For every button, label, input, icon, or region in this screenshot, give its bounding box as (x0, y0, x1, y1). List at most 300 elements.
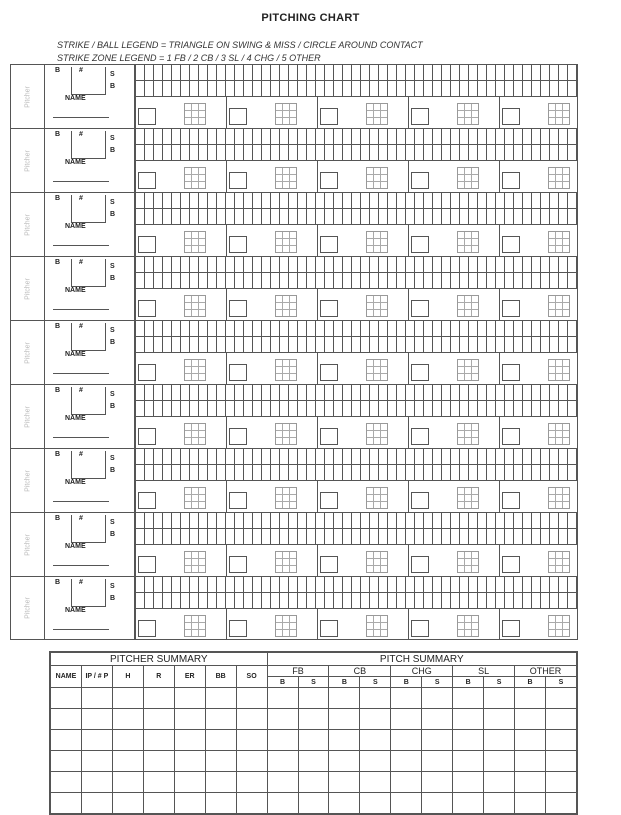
number-box[interactable] (71, 195, 106, 223)
zone-small-box (320, 236, 338, 253)
pitcher-side-label: Pitcher (11, 193, 45, 256)
zone-small-box (411, 300, 429, 317)
pitcher-side-label: Pitcher (11, 129, 45, 192)
summary-cell[interactable] (422, 772, 453, 793)
summary-cell[interactable] (329, 751, 360, 772)
strike-zone-grid (548, 359, 570, 381)
zone-row (135, 161, 577, 192)
number-label: # (79, 259, 83, 266)
strike-zone-cell[interactable] (499, 97, 590, 128)
strike-zone-cell[interactable] (499, 481, 590, 512)
summary-cell[interactable] (360, 751, 391, 772)
zone-small-box (502, 172, 520, 189)
pitcher-row (10, 576, 578, 640)
zone-small-box (138, 300, 156, 317)
b-label: B (55, 195, 61, 202)
strike-zone-grid (457, 615, 479, 637)
strike-zone-grid (184, 167, 206, 189)
pitch-count-boxes[interactable] (135, 321, 577, 353)
bs-header: B (453, 677, 484, 688)
summary-cell[interactable] (236, 730, 267, 751)
summary-cell[interactable] (546, 730, 577, 751)
strike-zone-cell[interactable] (317, 97, 408, 128)
strike-zone-grid (366, 423, 388, 445)
summary-cell[interactable] (81, 709, 112, 730)
pitch-type-header: OTHER (515, 666, 577, 677)
pitcher-row (10, 64, 578, 128)
ball-label: B (110, 83, 116, 90)
summary-cell[interactable] (484, 772, 515, 793)
zone-small-box (411, 428, 429, 445)
strike-zone-cell[interactable] (135, 161, 226, 192)
summary-cell[interactable] (515, 751, 546, 772)
summary-cell[interactable] (267, 772, 298, 793)
strike-zone-grid (548, 551, 570, 573)
summary-cell[interactable] (391, 688, 422, 709)
pitcher-side-label: Pitcher (11, 321, 45, 384)
strike-zone-grid (184, 103, 206, 125)
strike-zone-cell[interactable] (135, 225, 226, 256)
summary-cell[interactable] (546, 688, 577, 709)
summary-cell[interactable] (267, 688, 298, 709)
number-box[interactable] (71, 323, 106, 351)
strike-zone-grid (366, 295, 388, 317)
summary-cell[interactable] (484, 730, 515, 751)
strike-zone-grid (275, 551, 297, 573)
pitcher-row (10, 192, 578, 256)
bs-header: S (484, 677, 515, 688)
number-box[interactable] (71, 67, 106, 95)
strike-ball-legend: STRIKE / BALL LEGEND = TRIANGLE ON SWING & MISS / CIRCLE AROUND CONTACT (57, 40, 423, 50)
strike-zone-cell[interactable] (408, 417, 499, 448)
summary-cell[interactable] (205, 730, 236, 751)
bs-header: B (329, 677, 360, 688)
strike-zone-cell[interactable] (408, 225, 499, 256)
strike-zone-cell[interactable] (135, 545, 226, 576)
summary-cell[interactable] (236, 751, 267, 772)
summary-cell[interactable] (81, 730, 112, 751)
pitch-count-boxes[interactable] (135, 385, 577, 417)
summary-cell[interactable] (329, 688, 360, 709)
summary-cell[interactable] (298, 688, 329, 709)
summary-cell[interactable] (515, 730, 546, 751)
summary-cell[interactable] (298, 793, 329, 814)
zone-small-box (229, 300, 247, 317)
strike-zone-cell[interactable] (408, 161, 499, 192)
zone-row (135, 481, 577, 512)
strike-zone-cell[interactable] (226, 97, 317, 128)
summary-cell[interactable] (81, 688, 112, 709)
summary-cell[interactable] (422, 793, 453, 814)
strike-zone-grid (275, 359, 297, 381)
summary-cell[interactable] (298, 772, 329, 793)
summary-cell[interactable] (112, 709, 143, 730)
strike-label: S (110, 263, 115, 270)
summary-cell[interactable] (453, 688, 484, 709)
strike-zone-cell[interactable] (317, 609, 408, 639)
strike-zone-cell[interactable] (499, 609, 590, 639)
strike-zone-cell[interactable] (499, 161, 590, 192)
strike-zone-cell[interactable] (408, 97, 499, 128)
number-box[interactable] (71, 579, 106, 607)
zone-small-box (320, 492, 338, 509)
zone-small-box (502, 364, 520, 381)
zone-small-box (229, 620, 247, 637)
pitch-type-header: CB (329, 666, 391, 677)
zone-small-box (138, 236, 156, 253)
strike-zone-cell[interactable] (408, 609, 499, 639)
summary-cell[interactable] (267, 793, 298, 814)
strike-zone-cell[interactable] (317, 225, 408, 256)
strike-zone-cell[interactable] (135, 417, 226, 448)
pitcher-row (10, 384, 578, 448)
number-label: # (79, 67, 83, 74)
strike-zone-cell[interactable] (317, 289, 408, 320)
summary-cell[interactable] (484, 751, 515, 772)
strike-zone-grid (184, 295, 206, 317)
pitch-count-boxes[interactable] (135, 193, 577, 225)
name-line[interactable] (53, 181, 109, 182)
name-label: NAME (65, 223, 86, 230)
pitch-count-boxes[interactable] (135, 449, 577, 481)
pitch-count-boxes[interactable] (135, 513, 577, 545)
bs-header: B (391, 677, 422, 688)
summary-cell[interactable] (391, 709, 422, 730)
summary-cell[interactable] (51, 751, 82, 772)
summary-cell[interactable] (391, 730, 422, 751)
strike-zone-cell[interactable] (135, 289, 226, 320)
zone-small-box (320, 364, 338, 381)
summary-cell[interactable] (143, 793, 174, 814)
summary-cell[interactable] (329, 793, 360, 814)
zone-small-box (411, 236, 429, 253)
name-line[interactable] (53, 245, 109, 246)
summary-cell[interactable] (298, 730, 329, 751)
strike-zone-cell[interactable] (499, 545, 590, 576)
number-box[interactable] (71, 259, 106, 287)
summary-cell[interactable] (112, 688, 143, 709)
summary-cell[interactable] (422, 751, 453, 772)
zone-small-box (502, 492, 520, 509)
strike-zone-cell[interactable] (408, 481, 499, 512)
pitch-summary-header: PITCH SUMMARY (267, 653, 576, 666)
summary-cell[interactable] (143, 709, 174, 730)
summary-cell[interactable] (360, 709, 391, 730)
b-label: B (55, 67, 61, 74)
zone-row (135, 417, 577, 448)
summary-cell[interactable] (484, 688, 515, 709)
strike-zone-cell[interactable] (226, 161, 317, 192)
summary-cell[interactable] (546, 772, 577, 793)
pitch-count-boxes[interactable] (135, 65, 577, 97)
summary-cell[interactable] (143, 688, 174, 709)
strike-zone-cell[interactable] (408, 545, 499, 576)
summary-cell[interactable] (515, 793, 546, 814)
strike-zone-grid (366, 167, 388, 189)
strike-zone-cell[interactable] (226, 609, 317, 639)
b-label: B (55, 259, 61, 266)
strike-zone-cell[interactable] (317, 161, 408, 192)
summary-cell[interactable] (546, 751, 577, 772)
strike-zone-grid (184, 487, 206, 509)
summary-cell[interactable] (360, 793, 391, 814)
summary-cell[interactable] (484, 709, 515, 730)
summary-cell[interactable] (143, 772, 174, 793)
summary-cell[interactable] (422, 688, 453, 709)
summary-cell[interactable] (174, 688, 205, 709)
summary-cell[interactable] (51, 688, 82, 709)
summary-cell[interactable] (143, 751, 174, 772)
summary-cell[interactable] (453, 772, 484, 793)
strike-zone-cell[interactable] (499, 225, 590, 256)
summary-cell[interactable] (422, 730, 453, 751)
ball-label: B (110, 403, 116, 410)
summary-cell[interactable] (515, 709, 546, 730)
strike-label: S (110, 391, 115, 398)
zone-small-box (229, 492, 247, 509)
zone-small-box (320, 428, 338, 445)
summary-cell[interactable] (205, 772, 236, 793)
number-label: # (79, 387, 83, 394)
pitch-count-boxes[interactable] (135, 129, 577, 161)
strike-zone-grid (366, 487, 388, 509)
strike-zone-cell[interactable] (408, 289, 499, 320)
summary-cell[interactable] (453, 709, 484, 730)
pitch-grid (135, 129, 577, 192)
summary-cell[interactable] (298, 751, 329, 772)
summary-cell[interactable] (360, 730, 391, 751)
summary-cell[interactable] (174, 772, 205, 793)
summary-cell[interactable] (546, 709, 577, 730)
pitch-type-header: CHG (391, 666, 453, 677)
name-line[interactable] (53, 117, 109, 118)
pitcher-row (10, 448, 578, 512)
summary-cell[interactable] (174, 730, 205, 751)
strike-label: S (110, 327, 115, 334)
summary-cell[interactable] (453, 793, 484, 814)
strike-zone-cell[interactable] (317, 545, 408, 576)
strike-zone-grid (548, 231, 570, 253)
summary-cell[interactable] (267, 751, 298, 772)
strike-zone-cell[interactable] (317, 417, 408, 448)
summary-cell[interactable] (205, 688, 236, 709)
name-line[interactable] (53, 309, 109, 310)
zone-small-box (320, 172, 338, 189)
strike-zone-grid (184, 551, 206, 573)
strike-label: S (110, 135, 115, 142)
zone-small-box (411, 556, 429, 573)
b-label: B (55, 131, 61, 138)
summary-cell[interactable] (360, 688, 391, 709)
strike-zone-cell[interactable] (499, 353, 590, 384)
summary-cell[interactable] (112, 772, 143, 793)
b-label: B (55, 579, 61, 586)
pitch-count-boxes[interactable] (135, 257, 577, 289)
name-line[interactable] (53, 629, 109, 630)
summary-cell[interactable] (329, 730, 360, 751)
strike-zone-grid (548, 423, 570, 445)
zone-small-box (138, 172, 156, 189)
summary-cell[interactable] (174, 793, 205, 814)
summary-cell[interactable] (51, 709, 82, 730)
summary-cell[interactable] (546, 793, 577, 814)
strike-zone-cell[interactable] (317, 353, 408, 384)
strike-label: S (110, 71, 115, 78)
summary-cell[interactable] (236, 772, 267, 793)
strike-zone-legend: STRIKE ZONE LEGEND = 1 FB / 2 CB / 3 SL / 4 CHG / 5 OTHER (57, 53, 321, 63)
strike-zone-cell[interactable] (226, 481, 317, 512)
strike-zone-grid (457, 551, 479, 573)
strike-zone-cell[interactable] (499, 289, 590, 320)
summary-cell[interactable] (453, 751, 484, 772)
summary-cell[interactable] (205, 751, 236, 772)
summary-cell[interactable] (391, 751, 422, 772)
summary-cell[interactable] (112, 730, 143, 751)
number-box[interactable] (71, 515, 106, 543)
strike-label: S (110, 519, 115, 526)
strike-zone-cell[interactable] (226, 225, 317, 256)
summary-table (49, 651, 578, 815)
summary-cell[interactable] (236, 793, 267, 814)
strike-zone-cell[interactable] (135, 353, 226, 384)
summary-cell[interactable] (515, 772, 546, 793)
pitch-grid (135, 513, 577, 576)
pitcher-summary-header: PITCHER SUMMARY (51, 653, 268, 666)
pitcher-info (45, 257, 135, 320)
summary-cell[interactable] (81, 751, 112, 772)
ball-label: B (110, 339, 116, 346)
summary-cell[interactable] (267, 709, 298, 730)
strike-zone-grid (184, 359, 206, 381)
number-label: # (79, 579, 83, 586)
strike-zone-grid (366, 551, 388, 573)
summary-cell[interactable] (236, 709, 267, 730)
summary-cell[interactable] (391, 793, 422, 814)
pitch-type-header: FB (267, 666, 329, 677)
strike-zone-cell[interactable] (226, 417, 317, 448)
summary-cell[interactable] (81, 772, 112, 793)
strike-zone-cell[interactable] (317, 481, 408, 512)
strike-zone-cell[interactable] (226, 289, 317, 320)
pitcher-info (45, 193, 135, 256)
strike-zone-grid (275, 167, 297, 189)
summary-cell[interactable] (51, 730, 82, 751)
pitcher-info (45, 513, 135, 576)
summary-cell[interactable] (205, 793, 236, 814)
pitcher-side-label: Pitcher (11, 513, 45, 576)
number-box[interactable] (71, 451, 106, 479)
strike-zone-grid (457, 295, 479, 317)
strike-zone-cell[interactable] (135, 609, 226, 639)
name-line[interactable] (53, 437, 109, 438)
summary-cell[interactable] (484, 793, 515, 814)
strike-zone-cell[interactable] (135, 97, 226, 128)
pitcher-row (10, 320, 578, 384)
summary-cell[interactable] (267, 730, 298, 751)
b-label: B (55, 323, 61, 330)
zone-row (135, 353, 577, 384)
summary-cell[interactable] (422, 709, 453, 730)
summary-cell[interactable] (174, 709, 205, 730)
name-label: NAME (65, 415, 86, 422)
summary-cell[interactable] (112, 793, 143, 814)
number-label: # (79, 323, 83, 330)
ball-label: B (110, 531, 116, 538)
summary-cell[interactable] (391, 772, 422, 793)
zone-small-box (229, 556, 247, 573)
summary-col-header: R (143, 666, 174, 688)
pitch-grid (135, 577, 577, 639)
number-label: # (79, 515, 83, 522)
pitch-grid (135, 65, 577, 128)
pitcher-row (10, 128, 578, 192)
number-box[interactable] (71, 131, 106, 159)
strike-zone-cell[interactable] (408, 353, 499, 384)
summary-col-header: SO (236, 666, 267, 688)
strike-zone-grid (548, 487, 570, 509)
summary-cell[interactable] (81, 793, 112, 814)
summary-cell[interactable] (329, 772, 360, 793)
summary-cell[interactable] (143, 730, 174, 751)
zone-small-box (229, 364, 247, 381)
pitcher-info (45, 321, 135, 384)
strike-zone-cell[interactable] (226, 545, 317, 576)
zone-small-box (138, 620, 156, 637)
summary-cell[interactable] (112, 751, 143, 772)
zone-row (135, 289, 577, 320)
summary-cell[interactable] (205, 709, 236, 730)
strike-zone-cell[interactable] (499, 417, 590, 448)
zone-row (135, 97, 577, 128)
pitch-grid (135, 321, 577, 384)
zone-small-box (502, 620, 520, 637)
summary-cell[interactable] (360, 772, 391, 793)
b-label: B (55, 451, 61, 458)
summary-cell[interactable] (298, 709, 329, 730)
strike-zone-grid (184, 423, 206, 445)
number-label: # (79, 131, 83, 138)
summary-cell[interactable] (174, 751, 205, 772)
zone-small-box (411, 492, 429, 509)
zone-small-box (229, 172, 247, 189)
strike-zone-cell[interactable] (135, 481, 226, 512)
name-line[interactable] (53, 565, 109, 566)
summary-cell[interactable] (51, 772, 82, 793)
summary-cell[interactable] (453, 730, 484, 751)
bs-header: S (422, 677, 453, 688)
number-box[interactable] (71, 387, 106, 415)
zone-small-box (502, 428, 520, 445)
number-label: # (79, 195, 83, 202)
strike-zone-grid (457, 423, 479, 445)
zone-small-box (411, 172, 429, 189)
summary-cell[interactable] (329, 709, 360, 730)
summary-cell[interactable] (236, 688, 267, 709)
strike-label: S (110, 455, 115, 462)
pitcher-side-label: Pitcher (11, 449, 45, 512)
strike-zone-cell[interactable] (226, 353, 317, 384)
name-line[interactable] (53, 501, 109, 502)
pitcher-side-label: Pitcher (11, 257, 45, 320)
summary-cell[interactable] (515, 688, 546, 709)
pitch-count-boxes[interactable] (135, 577, 577, 609)
name-line[interactable] (53, 373, 109, 374)
summary-col-header: H (112, 666, 143, 688)
strike-zone-grid (275, 423, 297, 445)
name-label: NAME (65, 543, 86, 550)
summary-cell[interactable] (51, 793, 82, 814)
strike-zone-grid (275, 231, 297, 253)
